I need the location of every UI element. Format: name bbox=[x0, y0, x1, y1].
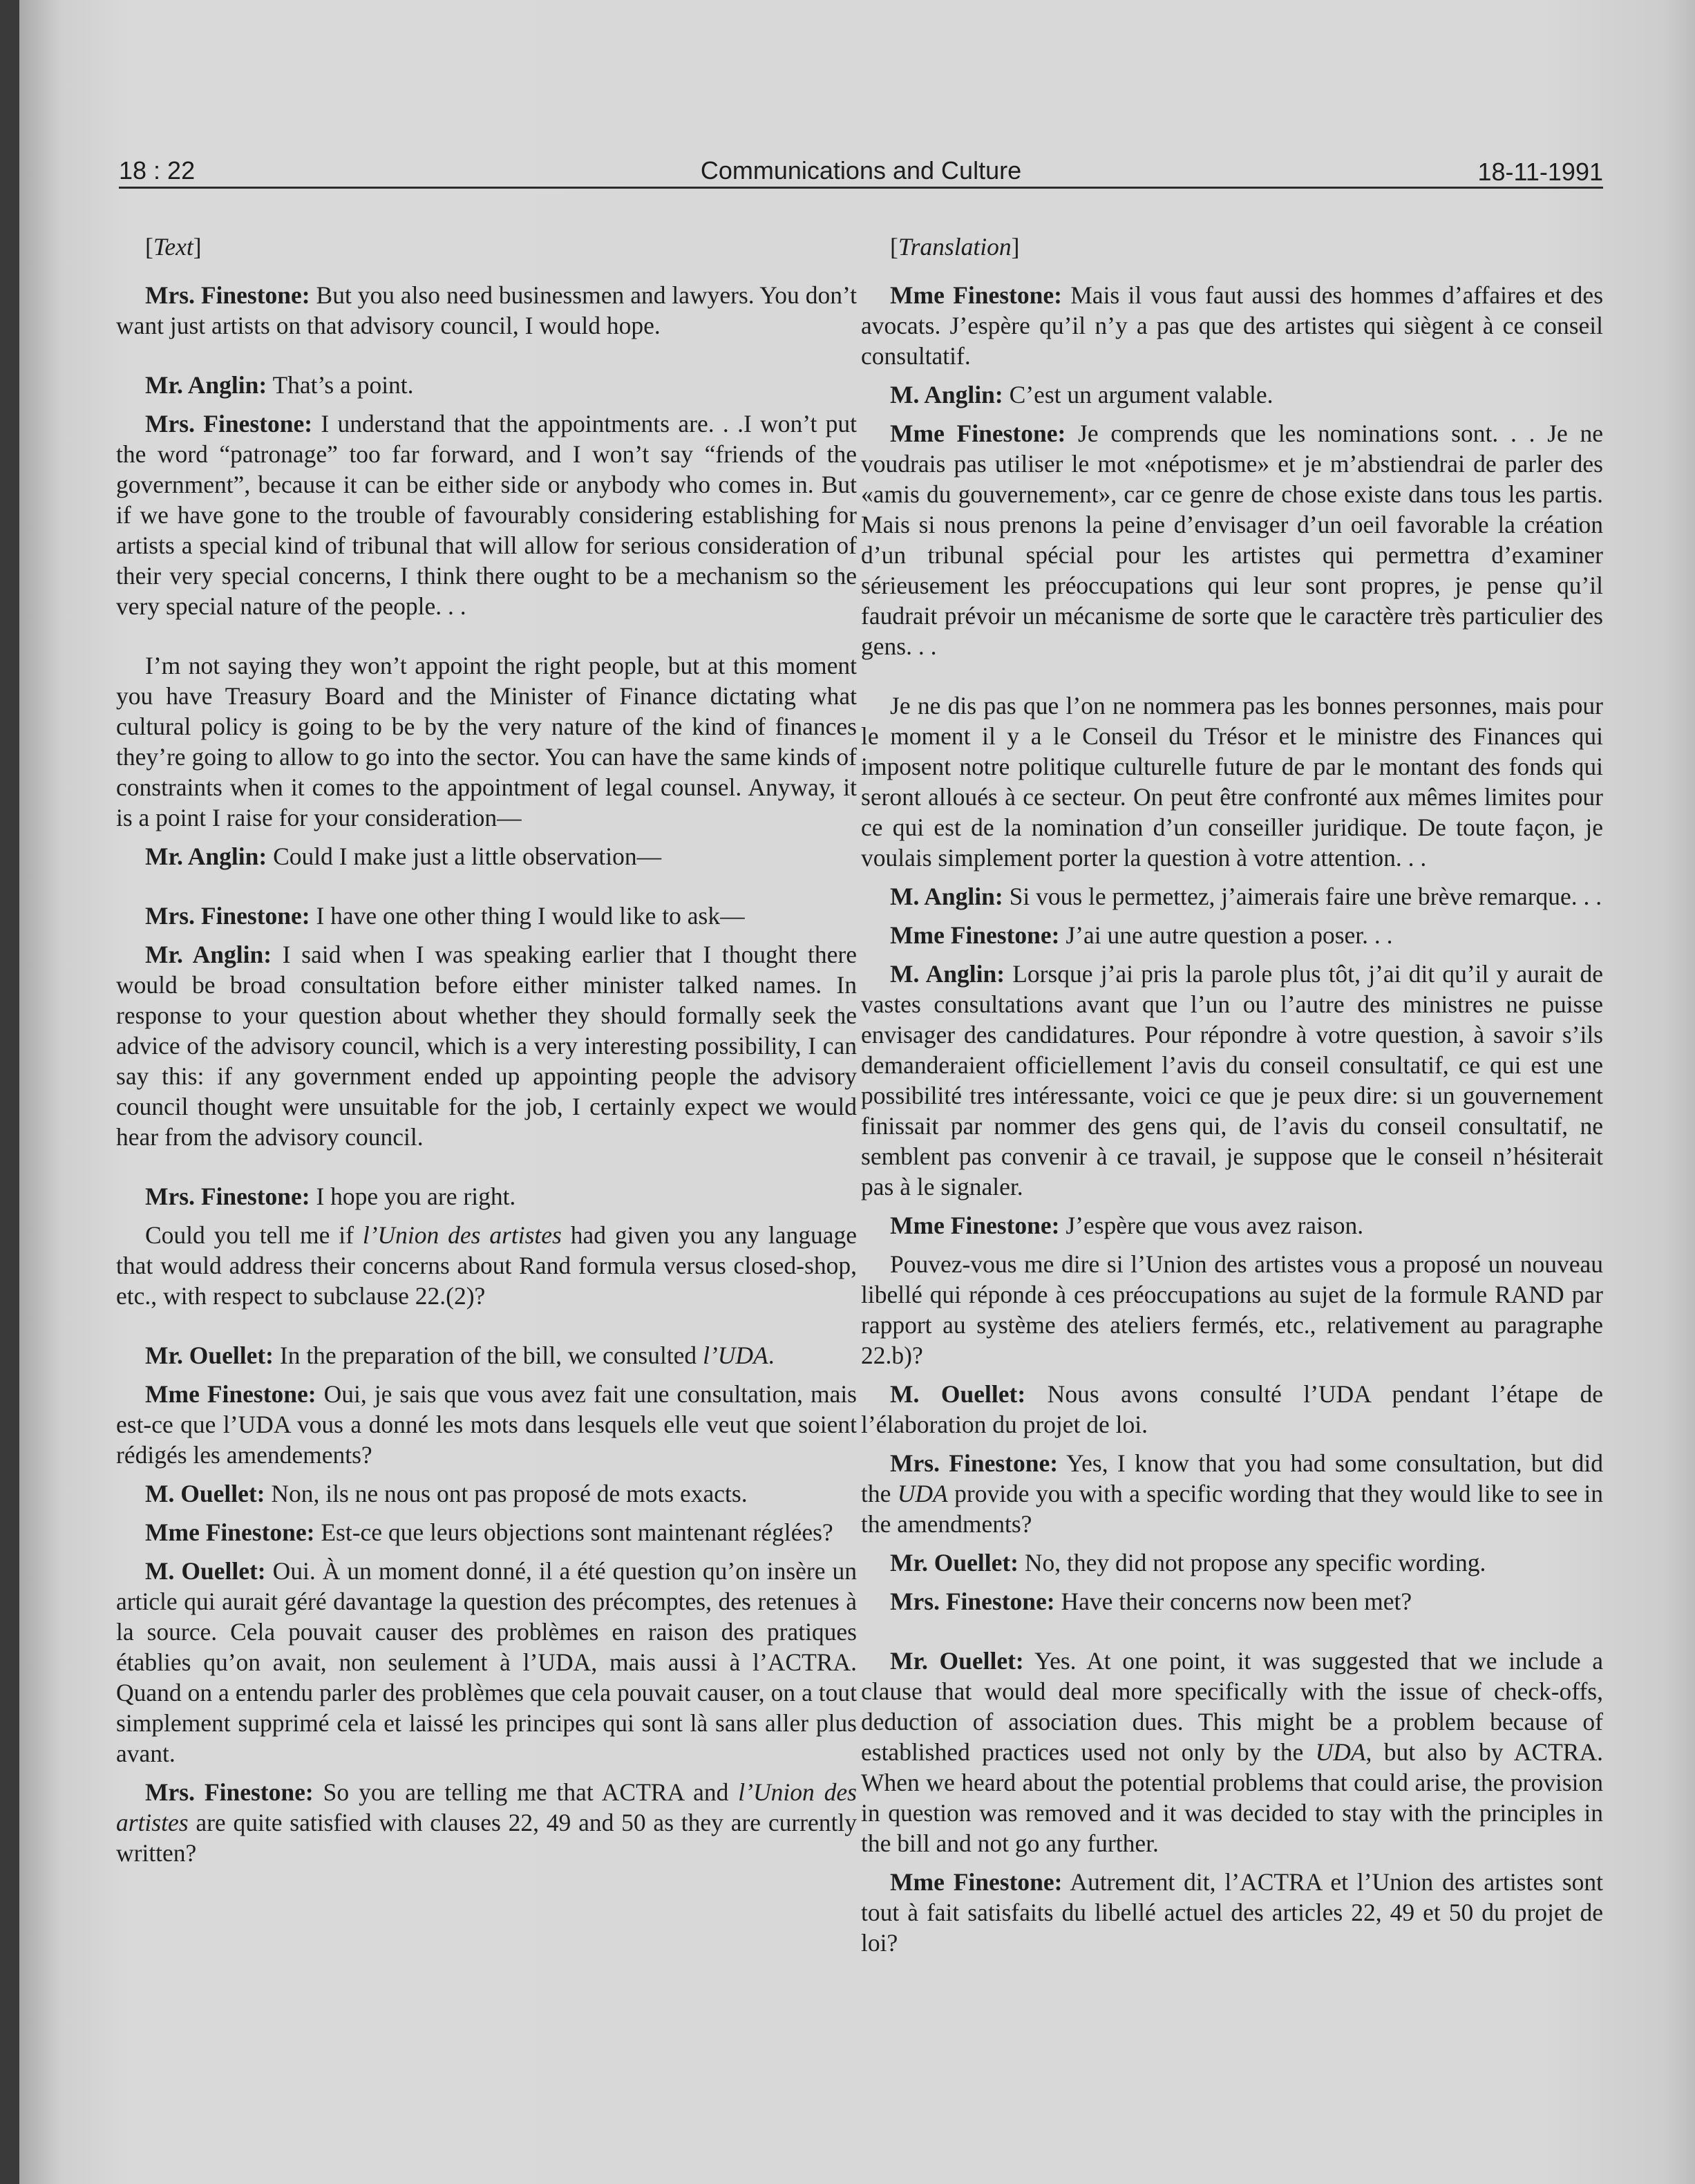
paragraph: Mme Finestone: Je comprends que les nominations sont. . . Je ne voudrais pas utiliser le mot «népotisme» et je m’abstiendrai de parler des «amis du gouvernement», car ce genre de chose existe dans tous les partis. Mais si nous prenons la peine d’envisager d’un oeil favorable la création d’un tribunal spécial pour les artistes qui permettra d’examiner sérieusement les préoccupations qui leur sont propres, je pense qu’il faudrait prévoir un mécanisme de sorte que le caractère très particulier des gens. . . bbox=[861, 420, 1604, 660]
paragraph: Mr. Anglin: I said when I was speaking earlier that I thought there would be broad consultation before either minister talked names. In response to your question about whether they should formally seek the advice of the advisory council, which is a very interesting possibility, I can say this: if any government ended up appointing people the advisory council thought were unsuitable for the job, I certainly expect we would hear from the advisory council. bbox=[116, 941, 857, 1151]
speaker-name: Mrs. Finestone: bbox=[890, 1588, 1055, 1615]
paragraph: Mrs. Finestone: Yes, I know that you had some consultation, but did the UDA provide you with a specific wording that they would like to see in the amendments? bbox=[861, 1449, 1603, 1538]
paragraph: Mr. Ouellet: In the preparation of the bill, we consulted l’UDA. bbox=[145, 1342, 775, 1369]
paragraph: Mr. Anglin: That’s a point. bbox=[145, 371, 414, 399]
column-tag: [Text] bbox=[145, 233, 202, 261]
right-column bbox=[861, 232, 1603, 1966]
speaker-name: M. Ouellet: bbox=[890, 1380, 1026, 1408]
speaker-name: Mrs. Finestone: bbox=[145, 1778, 314, 1806]
paragraph: M. Ouellet: Nous avons consulté l’UDA pendant l’étape de l’élaboration du projet de loi. bbox=[861, 1380, 1603, 1438]
paragraph: Mr. Anglin: Could I make just a little observation— bbox=[145, 842, 662, 870]
paragraph: Mme Finestone: Est-ce que leurs objections sont maintenant réglées? bbox=[145, 1518, 833, 1546]
speaker-name: Mrs. Finestone: bbox=[145, 1183, 310, 1210]
paragraph: Mr. Ouellet: Yes. At one point, it was suggested that we include a clause that would deal more specifically with the issue of check-offs, deduction of association dues. This might be a problem because of established practices used not only by the UDA, but also by ACTRA. When we heard about the potential problems that could arise, the provision in question was removed and it was decided to stay with the principles in the bill and not go any further. bbox=[861, 1647, 1604, 1857]
paragraph: M. Anglin: C’est un argument valable. bbox=[890, 381, 1273, 408]
speaker-name: Mr. Anglin: bbox=[145, 941, 272, 968]
paragraph: Mrs. Finestone: I understand that the appointments are. . .I won’t put the word “patronage” too far forward, and I won’t say “friends of the government”, because it can be either side or anybody who comes in. But if we have gone to the trouble of favourably considering establishing for artists a special kind of tribunal that will allow for serious consideration of their very special concerns, I think there ought to be a mechanism so the very special nature of the people. . . bbox=[116, 410, 857, 620]
speaker-name: Mme Finestone: bbox=[890, 921, 1060, 949]
paragraph: M. Ouellet: Non, ils ne nous ont pas proposé de mots exacts. bbox=[145, 1480, 748, 1507]
paragraph: I’m not saying they won’t appoint the right people, but at this moment you have Treasury Board and the Minister of Finance dictating what cultural policy is going to be by the very nature of the kind of finances they’re going to allow to go into the sector. You can have the same kinds of constraints when it comes to the appointment of legal counsel. Anyway, it is a point I raise for your consideration— bbox=[116, 652, 857, 831]
speaker-name: Mr. Ouellet: bbox=[890, 1647, 1024, 1675]
speaker-name: Mr. Ouellet: bbox=[890, 1549, 1019, 1576]
paragraph: M. Anglin: Si vous le permettez, j’aimerais faire une brève remarque. . . bbox=[890, 883, 1602, 910]
speaker-name: Mr. Anglin: bbox=[145, 842, 267, 870]
speaker-name: Mr. Ouellet: bbox=[145, 1342, 274, 1369]
speaker-name: Mrs. Finestone: bbox=[145, 281, 310, 309]
paragraph: Mrs. Finestone: So you are telling me that ACTRA and l’Union des artistes are quite satisfied with clauses 22, 49 and 50 as they are currently written? bbox=[116, 1778, 857, 1867]
paragraph: Mr. Ouellet: No, they did not propose any specific wording. bbox=[890, 1549, 1486, 1576]
paragraph: Could you tell me if l’Union des artistes had given you any language that would address their concerns about Rand formula versus closed-shop, etc., with respect to subclause 22.(2)? bbox=[116, 1221, 857, 1310]
speaker-name: M. Anglin: bbox=[890, 883, 1003, 910]
speaker-name: Mrs. Finestone: bbox=[145, 410, 313, 437]
paragraph: Je ne dis pas que l’on ne nommera pas les bonnes personnes, mais pour le moment il y a le Conseil du Trésor et le ministre des Finances qui imposent notre politique culturelle future de par le montant des fonds qui seront alloués à ce secteur. On peut être confronté aux mêmes limites pour ce qui est de la nomination d’un conseiller juridique. De toute façon, je voulais simplement porter la question à votre attention. . . bbox=[861, 692, 1603, 872]
paragraph: M. Anglin: Lorsque j’ai pris la parole plus tôt, j’ai dit qu’il y aurait de vastes consultations avant que l’un ou l’autre des ministres ne puisse envisager des candidatures. Pour répondre à votre question, à savoir s’ils demanderaient officiellement l’avis du conseil consultatif, ce qui est une possibilité tres intéressante, voici ce que je peux dire: si un gouvernement finissait par nommer des gens qui, de l’avis du conseil consultatif, ne semblent pas convenir à ce travail, je suppose que le conseil n’hésiterait pas à le signaler. bbox=[861, 960, 1603, 1201]
speaker-name: Mr. Anglin: bbox=[145, 371, 267, 399]
paragraph: Mrs. Finestone: But you also need businessmen and lawyers. You don’t want just artists on that advisory council, I would hope. bbox=[116, 281, 858, 339]
paragraph: M. Ouellet: Oui. À un moment donné, il a été question qu’on insère un article qui aurait géré davantage la question des précomptes, des retenues à la source. Cela pouvait causer des problèmes en raison des pratiques établies qu’on avait, non seulement à l’UDA, mais aussi à l’ACTRA. Quand on a entendu parler des problèmes que cela pouvait causer, on a tout simplement supprimé cela et laissé les principes qui sont là sans aller plus avant. bbox=[116, 1557, 858, 1767]
speaker-name: Mme Finestone: bbox=[890, 1868, 1063, 1896]
speaker-name: Mme Finestone: bbox=[145, 1380, 316, 1408]
speaker-name: M. Anglin: bbox=[890, 960, 1005, 988]
paragraph: Mme Finestone: Mais il vous faut aussi des hommes d’affaires et des avocats. J’espère qu’il n’y a pas que des artistes qui siègent à ce conseil consultatif. bbox=[861, 281, 1604, 370]
speaker-name: Mme Finestone: bbox=[890, 420, 1066, 447]
publication-title: Communications and Culture bbox=[700, 156, 1022, 185]
paragraph: Mrs. Finestone: I have one other thing I would like to ask— bbox=[145, 902, 745, 930]
speaker-name: Mrs. Finestone: bbox=[890, 1449, 1059, 1477]
left-column bbox=[116, 232, 857, 1876]
speaker-name: Mme Finestone: bbox=[145, 1518, 315, 1546]
paragraph: Mrs. Finestone: Have their concerns now been met? bbox=[890, 1588, 1412, 1615]
document-page bbox=[19, 0, 1695, 2184]
speaker-name: M. Ouellet: bbox=[145, 1480, 265, 1507]
speaker-name: Mrs. Finestone: bbox=[145, 902, 310, 930]
speaker-name: Mme Finestone: bbox=[890, 1212, 1060, 1239]
column-tag: [Translation] bbox=[890, 233, 1020, 261]
paragraph: Mrs. Finestone: I hope you are right. bbox=[145, 1183, 516, 1210]
running-header bbox=[119, 153, 1603, 188]
speaker-name: Mme Finestone: bbox=[890, 281, 1062, 309]
speaker-name: M. Ouellet: bbox=[145, 1557, 266, 1585]
paragraph: Mme Finestone: Oui, je sais que vous avez fait une consultation, mais est-ce que l’UDA vous a donné les mots dans lesquels elle veut que soient rédigés les amendements? bbox=[116, 1380, 858, 1469]
page-number: 18 : 22 bbox=[119, 156, 196, 185]
speaker-name: M. Anglin: bbox=[890, 381, 1003, 408]
paragraph: Mme Finestone: J’espère que vous avez raison. bbox=[890, 1212, 1364, 1239]
header-rule bbox=[119, 187, 1603, 189]
paragraph: Mme Finestone: J’ai une autre question a poser. . . bbox=[890, 921, 1393, 949]
paragraph: Mme Finestone: Autrement dit, l’ACTRA et l’Union des artistes sont tout à fait satisfaits du libellé actuel des articles 22, 49 et 50 du projet de loi? bbox=[861, 1868, 1604, 1957]
paragraph: Pouvez-vous me dire si l’Union des artistes vous a proposé un nouveau libellé qui réponde à ces préoccupations au sujet de la formule RAND par rapport au système des ateliers fermés, etc., relativement au paragraphe 22.b)? bbox=[861, 1250, 1603, 1369]
publication-date: 18-11-1991 bbox=[1477, 158, 1603, 186]
